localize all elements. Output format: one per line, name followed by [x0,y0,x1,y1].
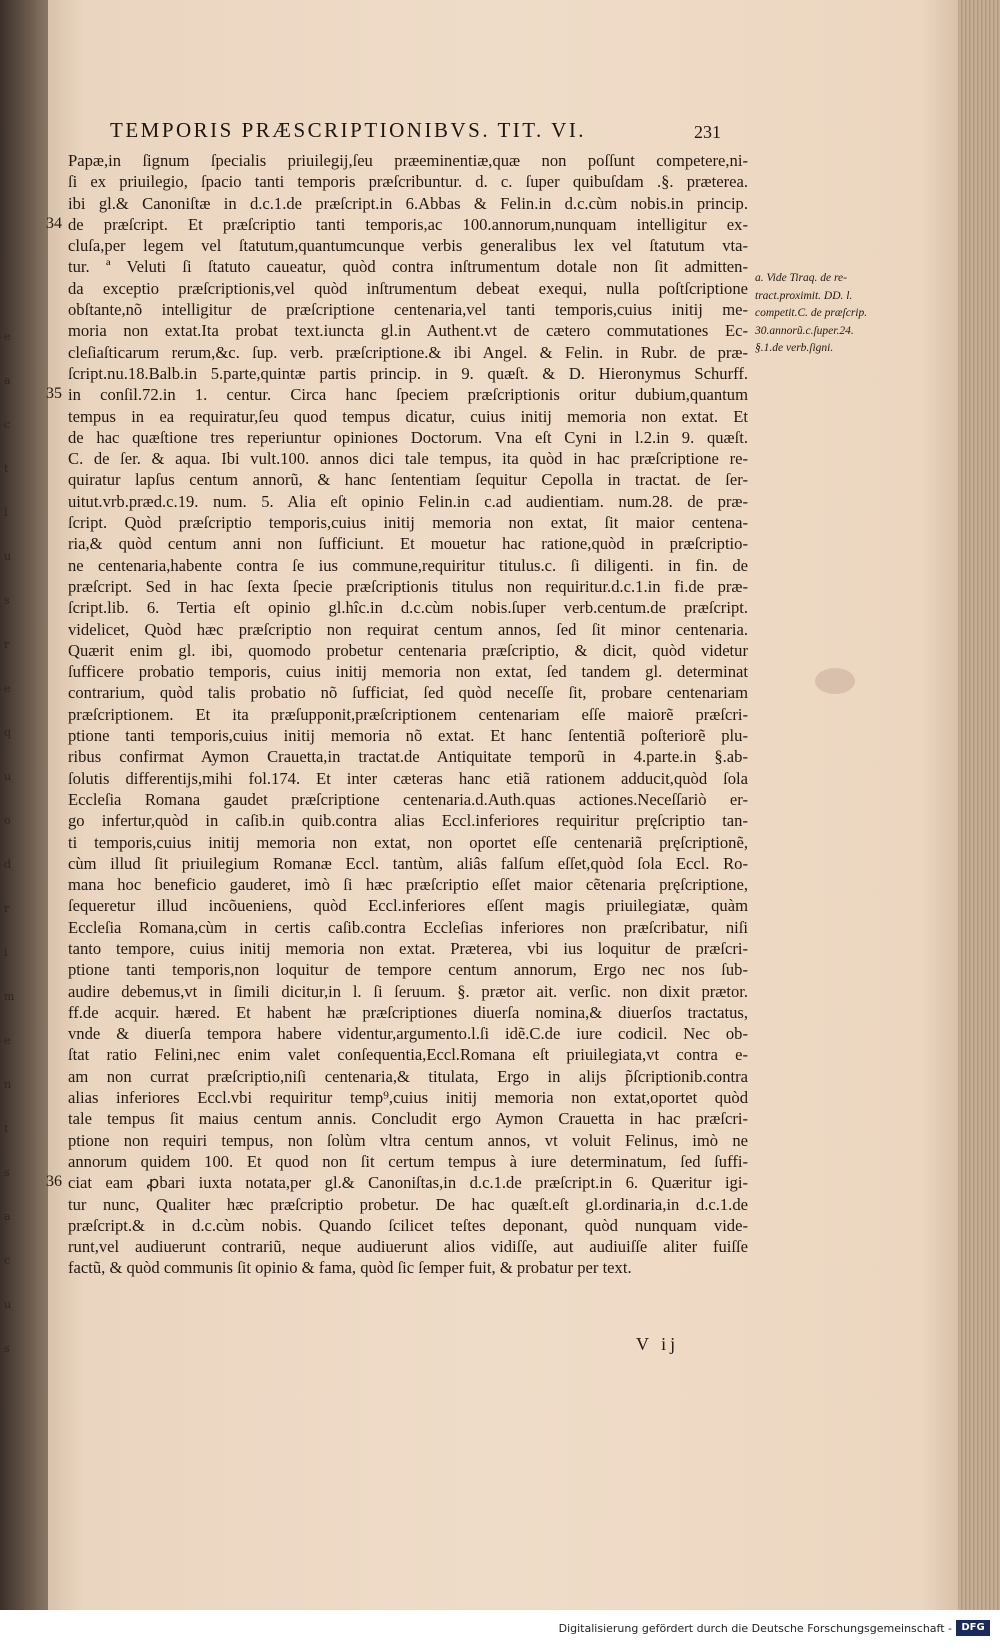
text-line: ciat eam ꝓbari iuxta notata,per gl.& Canoniſtas,in d.c.1.de præſcript.in 6. Quæritur igi- [68,1173,748,1193]
margin-note-line: tract.proximit. DD. l. [755,289,853,302]
text-line: ptione non requiri tempus, non ſolùm vltra centum annos, vt voluit Felinus, imò ne [68,1130,748,1150]
paper-stain [815,668,855,694]
text-line: quiratur lapſus centum annorũ, & hanc ſententiam ſequitur Cepolla in tractat. de ſer- [68,470,748,490]
page-edges [958,0,1000,1610]
spine-fragment: e [4,1034,11,1047]
text-line: ff.de acquir. hæred. Et habent hæ præſcriptiones diuerſa nomina,& diuerſos tractatus, [68,1002,748,1022]
main-text-block [68,150,748,1279]
text-line: ſequeretur illud incõueniens, quòd Eccl.inferiores eſſent magis priuilegiatæ, quàm [68,896,748,916]
text-line: ria,& quòd centum anni non ſufficiunt. Et mouetur hac ratione,quòd in præſcriptio- [68,534,748,554]
spine-fragment: c [4,1254,11,1267]
text-line: præſcriptionem. Et ita præſupponit,præſcriptionem centenariam eſſe maiorẽ præſcri- [68,704,748,724]
text-line: factũ, & quòd communis ſit opinio & fama, quòd ſic ſemper fuit, & probatur per text. [68,1258,632,1278]
text-line: in conſil.72.in 1. centur. Circa hanc ſpeciem præſcriptionis oritur dubium,quantum [68,385,748,405]
text-line: ſcript.lib. 6. Tertia eſt opinio gl.hîc.in d.c.cùm nobis.ſuper verb.centum.de præſcript. [68,598,748,618]
spine-fragment: d [4,858,12,871]
section-number: 34 [46,214,62,232]
spine-fragment: a [4,374,11,387]
spine-fragment: r [4,638,10,651]
text-line: ptione tanti temporis,cuius initij memoria nõ extat. Et hanc ſententiã poſteriorẽ plu- [68,726,748,746]
text-line: annorum quidem 100. Et quod non ſit certum tempus à iure determinatum, ſed ſuffi- [68,1151,748,1171]
section-number: 35 [46,385,62,403]
text-line: ti temporis,cuius initij memoria non extat, non oportet eſſe centenariã pręſcriptionẽ, [68,832,748,852]
text-line: ibi gl.& Canoniſtæ in d.c.1.de præſcript.in 6.Abbas & Felin.in d.c.cùm nobis.in princip. [68,193,748,213]
text-line: cluſa,per legem vel ſtatutum,quantumcunque verbis generalibus lex vel ſtatutum vta- [68,236,748,256]
text-line: de hac quæſtione tres reperiuntur opiniones Doctorum. Vna eſt Cyni in l.2.in 9. quæſt. [68,427,748,447]
text-line: Papæ,in ſignum ſpecialis priuilegij,ſeu præeminentiæ,quæ non poſſunt competere,ni- [68,151,748,170]
text-line: ptione tanti temporis,non loquitur de tempore centum annorum, Ergo nec nos ſub- [68,960,748,980]
dfg-logo: DFG [956,1620,990,1636]
spine-fragment: a [4,1210,11,1223]
page-number: 231 [694,122,721,142]
margin-note-line: §.1.de verb.ſigni. [755,342,834,354]
text-line: cleſiaſticarum rerum,&c. ſup. verb. præſcriptione.& ibi Angel. & Felin. in Rubr. de præ- [68,342,748,362]
spine-fragment: i [4,946,8,959]
spine-fragment: s [4,594,10,607]
text-line: mana hoc beneficio gauderet, imò ſi hæc præſcriptio eſſet maior cẽtenaria pręſcriptione, [68,875,748,895]
text-line: præſcript. Sed in hac ſexta ſpecie præſcriptionis titulus non requiritur.d.c.1.in fi.de præ- [68,576,748,596]
text-line: ſcript. Quòd præſcriptio temporis,cuius initij memoria non extat, ſit maior centena- [68,513,748,533]
text-line: audire debemus,vt in ſimili dicitur,in l. ſi ſeruum. §. prætor ait. verſic. non dixit prætor. [68,981,748,1001]
text-line: alias inferiores Eccl.vbi requiritur temp⁹,cuius initij memoria non extat,oportet quòd [68,1088,748,1108]
margin-note-line: a. Vide Tiraq. de re- [755,272,847,284]
spine-fragment: e [4,330,11,343]
text-line: C. de ſer. & aqua. Ibi vult.100. annos dici tale tempus, ita quòd in hac præſcriptione re- [68,449,748,469]
text-line: ribus confirmat Aymon Crauetta,in tractat.de Antiquitate temporũ in 4.parte.in §.ab- [68,747,748,767]
text-line: uitut.vrb.præd.c.19. num. 5. Alia eſt opinio Felin.in c.ad audientiam. num.28. de præ- [68,491,748,511]
text-line: de præſcript. Et præſcriptio tanti temporis,ac 100.annorum,nunquam intelligitur ex- [68,214,748,234]
spine-fragment: m [4,990,15,1003]
spine-fragment: c [4,418,11,431]
text-line: tur nunc, Qualiter hæc præſcriptio probetur. De hac quæſt.eſt gl.ordinaria,in d.c.1.de [68,1194,748,1214]
text-line: tanto tempore, cuius initij memoria non extat. Præterea, vbi ius loquitur de præſcri- [68,938,748,958]
text-line: moria non extat.Ita probat text.iuncta gl.in Authent.vt de cætero commutationes Ec- [68,321,748,341]
spine-fragment: s [4,1166,10,1179]
text-line: go infertur,quòd in caſib.in quib.contra alias Eccl.inferiores requiritur pręſcriptio tan- [68,811,748,831]
text-line: ne centenaria,habente contra ſe ius commune,requiritur titulus.c. ſi diligenti. in fin. de [68,555,748,575]
text-line: runt,vel audiuerunt contrariũ, neque audiuerunt alios vidiſſe, aut audiuiſſe aliter fuiſſe [68,1237,748,1257]
text-line: Eccleſia Romana,cùm in certis caſib.contra Eccleſias inferiores non præſcribatur, niſi [68,917,748,937]
section-number: 36 [46,1173,62,1191]
spine-fragment: r [4,902,10,915]
text-line: contrarium, quòd talis probatio nõ ſufficiat, ſed quòd neceſſe ſit, probare centenariam [68,683,748,703]
text-line: tempus in ea requiratur,ſeu quod tempus dicatur, cuius initij memoria non extat. Et [68,406,748,426]
spine-fragment: u [4,770,12,783]
spine-fragment: n [4,1078,12,1091]
spine-fragment: t [4,462,9,475]
text-line: vnde & diuerſa tempora habere videntur,argumento.l.ſi idẽ.C.de iure codicil. Nec ob- [68,1024,748,1044]
text-line: præſcript.& in d.c.cùm nobis. Quando ſcilicet teſtes deponant, quòd nunquam vide- [68,1215,748,1235]
footer-bar [0,1610,1000,1652]
spine-fragment: s [4,1342,10,1355]
text-line: ſufficere probatio temporis, cuius initij memoria non extat, ſed tandem gl. determinat [68,662,748,682]
text-line: da exceptio præſcriptionis,vel quòd inſtrumentum debeat exequi, nulla poſtſcriptione [68,278,748,298]
text-line: ſcript.nu.18.Balb.in 5.parte,quintæ partis princip. in 9. quæſt. & D. Hieronymus Schurff. [68,363,748,383]
text-line: ſolutis differentijs,mihi fol.174. Et inter cæteras hanc etiã rationem adducit,quòd ſola [68,768,748,788]
text-line: tur. ª Veluti ſi ſtatuto caueatur, quòd contra inſtrumentum dotale non ſit admitten- [68,257,748,277]
running-title: TEMPORIS PRÆSCRIPTIONIBVS. TIT. VI. [110,118,587,142]
text-line: obſtante,nõ intelligitur de præſcriptione centenaria,vel tanti temporis,cuius initij me- [68,300,748,320]
spine-fragment: l [4,506,8,519]
text-line: tale tempus ſit maius centum annis. Concludit ergo Aymon Crauetta in hac præſcri- [68,1109,748,1129]
text-line: Eccleſia Romana gaudet præſcriptione centenaria.d.Auth.quas actiones.Neceſſariò er- [68,789,748,809]
margin-note-line: 30.annorũ.c.ſuper.24. [755,324,854,337]
text-line: ſi ex priuilegio, ſpacio tanti temporis præſcribuntur. d. c. ſuper quibuſdam .§. præterea. [68,172,748,192]
spine-fragment: u [4,1298,12,1311]
text-line: Quærit enim gl. ibi, quomodo probetur centenaria præſcriptio, & dicit, quòd videtur [68,640,748,660]
text-line: ſtat ratio Felini,nec enim valet conſequentia,Eccl.Romana eſt priuilegiata,vt contra e- [68,1045,748,1065]
margin-note-line: competit.C. de præſcrip. [755,307,868,319]
spine-fragment: t [4,1122,9,1135]
spine-fragment: e [4,682,11,695]
spine-fragment: q [4,726,12,739]
margin-note [755,270,895,358]
text-line: videlicet, Quòd hæc præſcriptio non requirat centum annos, ſed ſit minor centenaria. [68,619,748,639]
footer-credit: Digitalisierung gefördert durch die Deutsche Forschungsgemeinschaft - [558,1622,952,1635]
text-line: am non currat præſcriptio,niſi centenaria,& titulata, Ergo in alijs p̃ſcriptionib.contra [68,1066,748,1086]
spine-fragment: o [4,814,11,827]
text-line: cùm illud ſit priuilegium Romanæ Eccl. tantùm, aliâs falſum eſſet,quòd ſola Eccl. Ro- [68,853,748,873]
signature-mark: V ij [636,1334,680,1354]
spine-fragment: u [4,550,12,563]
